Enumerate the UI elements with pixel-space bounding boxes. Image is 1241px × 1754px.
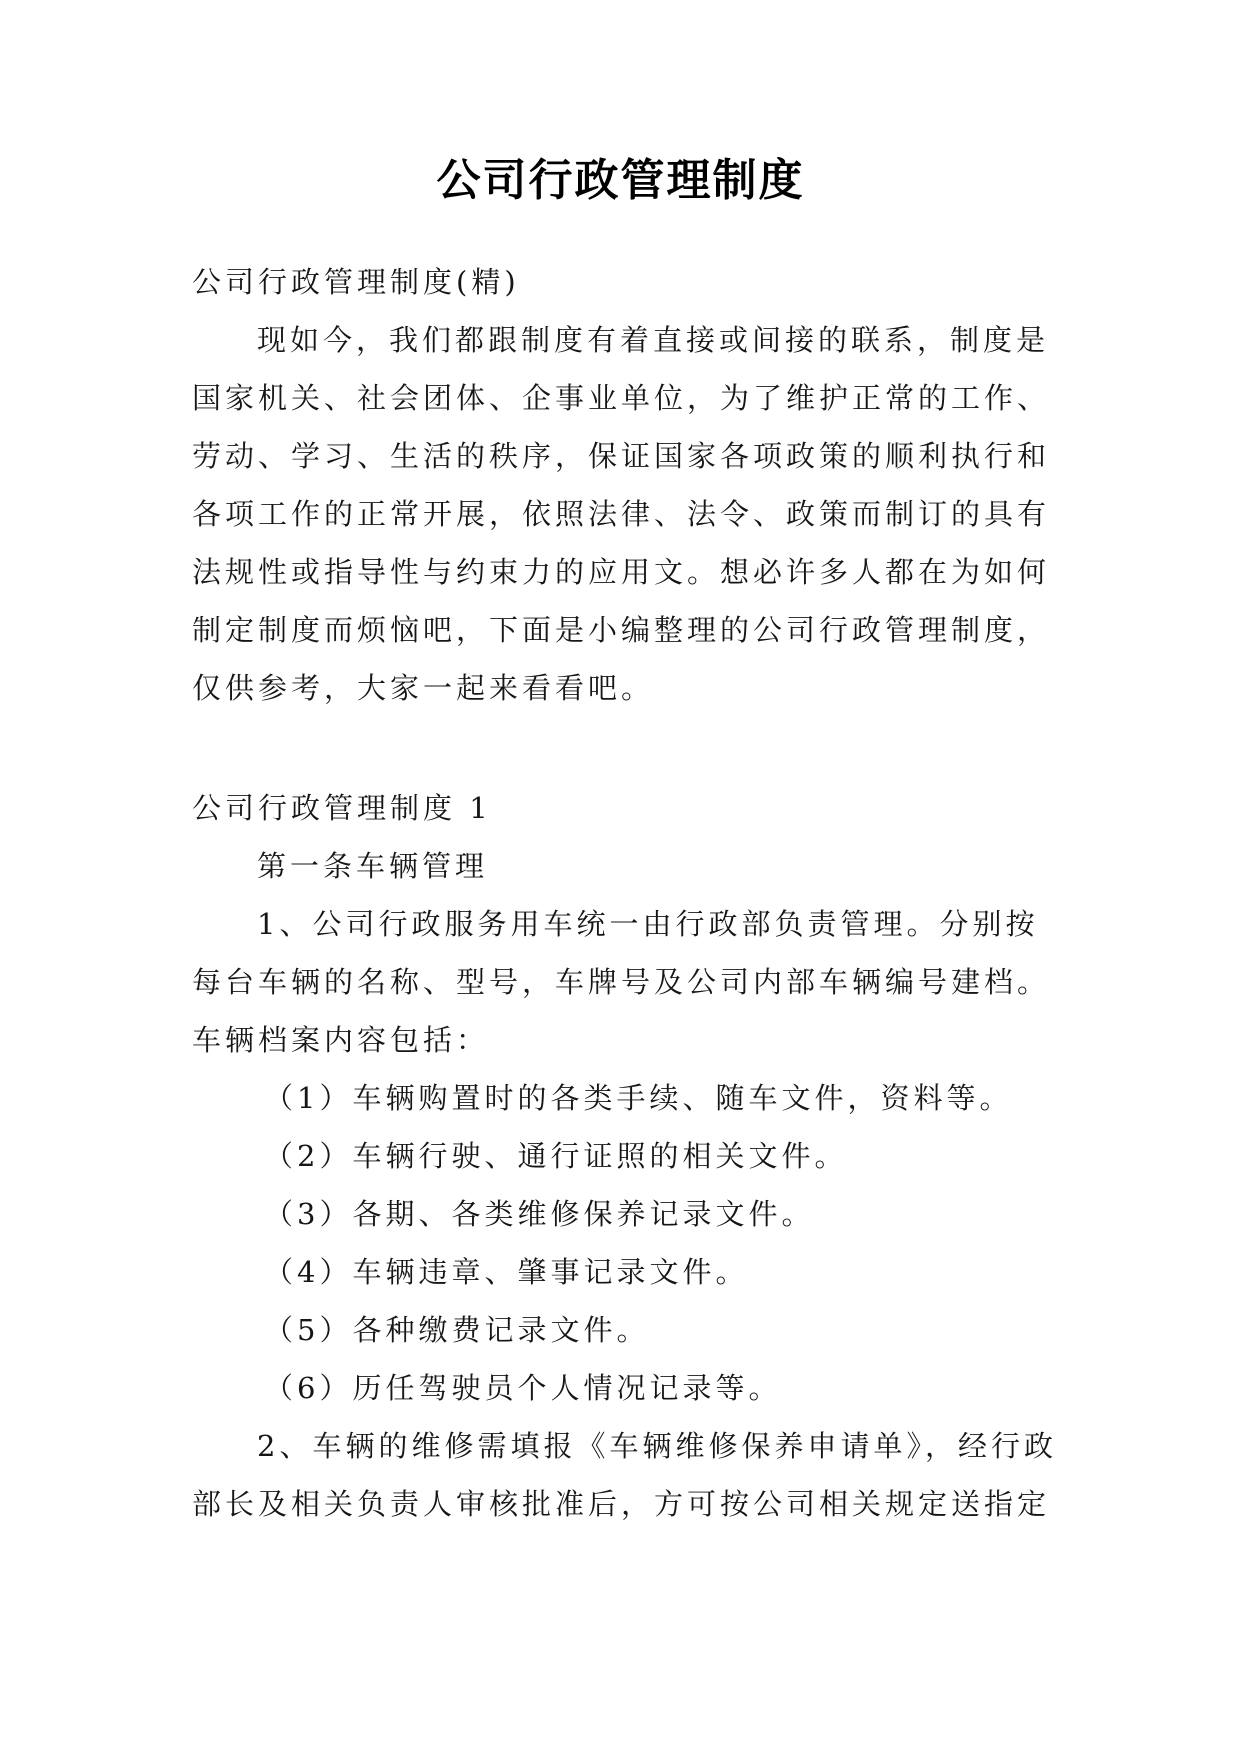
clause-line: 车辆档案内容包括： <box>192 1023 490 1057</box>
list-item: （4）车辆违章、肇事记录文件。 <box>264 1255 749 1289</box>
article-heading: 第一条车辆管理 <box>257 849 489 883</box>
section-heading: 公司行政管理制度 1 <box>192 791 492 825</box>
intro-line: 仅供参考，大家一起来看看吧。 <box>192 671 655 705</box>
intro-line: 现如今，我们都跟制度有着直接或间接的联系，制度是 <box>257 323 1050 357</box>
intro-line: 劳动、学习、生活的秩序，保证国家各项政策的顺利执行和 <box>192 439 1051 473</box>
intro-line: 各项工作的正常开展，依照法律、法令、政策而制订的具有 <box>192 497 1051 531</box>
intro-line: 制定制度而烦恼吧，下面是小编整理的公司行政管理制度， <box>192 613 1051 647</box>
list-item: （5）各种缴费记录文件。 <box>264 1313 650 1347</box>
list-item: （6）历任驾驶员个人情况记录等。 <box>264 1371 782 1405</box>
document-title: 公司行政管理制度 <box>436 155 805 206</box>
clause-line: 部长及相关负责人审核批准后，方可按公司相关规定送指定 <box>192 1487 1051 1521</box>
intro-line: 国家机关、社会团体、企事业单位，为了维护正常的工作、 <box>192 381 1051 415</box>
document-subtitle: 公司行政管理制度(精) <box>192 265 520 299</box>
intro-line: 法规性或指导性与约束力的应用文。想必许多人都在为如何 <box>192 555 1051 589</box>
clause-line: 2、车辆的维修需填报《车辆维修保养申请单》，经行政 <box>257 1429 1057 1463</box>
list-item: （2）车辆行驶、通行证照的相关文件。 <box>264 1139 848 1173</box>
list-item: （1）车辆购置时的各类手续、随车文件，资料等。 <box>264 1081 1013 1115</box>
clause-line: 每台车辆的名称、型号，车牌号及公司内部车辆编号建档。 <box>192 965 1051 999</box>
clause-line: 1、公司行政服务用车统一由行政部负责管理。分别按 <box>257 907 1039 941</box>
list-item: （3）各期、各类维修保养记录文件。 <box>264 1197 815 1231</box>
